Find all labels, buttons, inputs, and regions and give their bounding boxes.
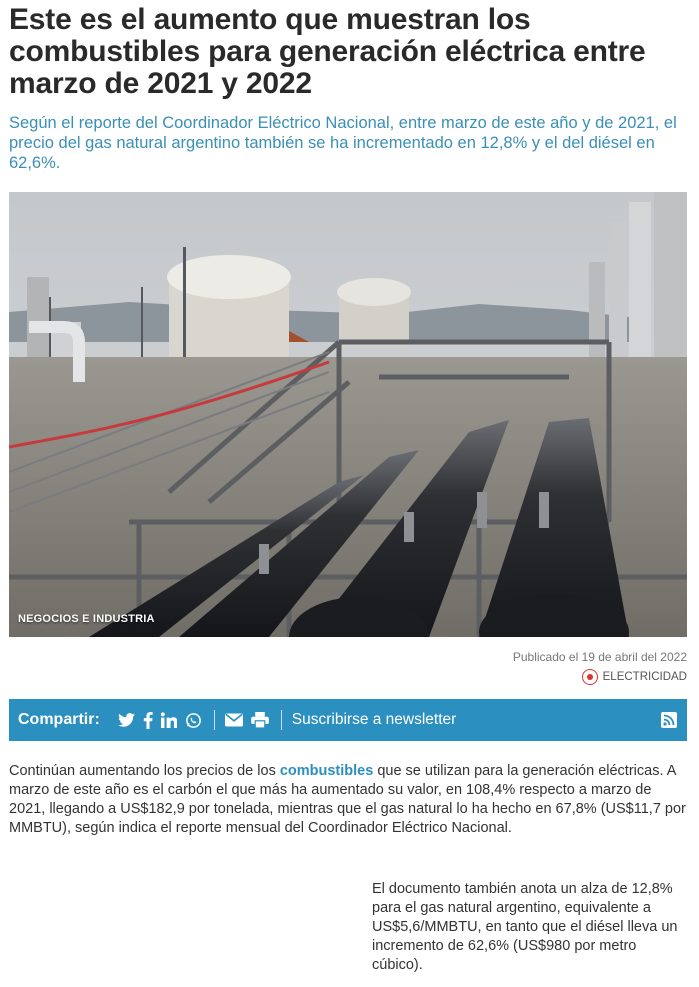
twitter-icon[interactable]	[118, 709, 135, 731]
paragraph-text: que se utilizan para la generación eléctricas. A marzo de este año es el carbón el que más ha aumentado su valor, en 108,4% respecto a marzo de 2021, llegando a US$182,9 por tonelada, mientras que el gas natural lo ha hecho en 67,8% (US$11,7 por MMBTU), según indica el reporte mensual del Coordinador Eléctrico Nacional.	[9, 763, 686, 836]
share-divider	[281, 710, 282, 730]
print-icon[interactable]	[251, 709, 269, 731]
facebook-icon[interactable]	[143, 709, 153, 731]
linkedin-icon[interactable]	[161, 709, 177, 731]
whatsapp-icon[interactable]	[185, 709, 202, 731]
publish-date: Publicado el 19 de abril del 2022	[512, 650, 687, 664]
article-paragraph	[9, 762, 689, 838]
rss-icon[interactable]	[661, 712, 677, 733]
share-label: Compartir:	[18, 711, 100, 728]
hero-image	[9, 192, 687, 637]
article-paragraph-2: El documento también anota un alza de 12,8% para el gas natural argentino, equivalente a US$5,6/MMBTU, en tanto que el diésel lleva un incremento de 62,6% (US$980 por metro cúbico).	[372, 881, 678, 973]
category-tag-label: ELECTRICIDAD	[602, 671, 687, 683]
article-subtitle: Según el reporte del Coordinador Eléctrico Nacional, entre marzo de este año y de 2021, el precio del gas natural argentino también se ha incrementado en 12,8% y el del diésel en 62,6%.	[9, 114, 677, 172]
newsletter-link[interactable]: Suscribirse a newsletter	[291, 711, 457, 728]
article-headline: Este es el aumento que muestran los combustibles para generación eléctrica entre marzo de 2021 y 2022	[9, 3, 646, 100]
paragraph-text: Continúan aumentando los precios de los	[9, 763, 280, 779]
target-icon	[582, 669, 598, 685]
share-bar	[9, 699, 687, 741]
image-caption: NEGOCIOS E INDUSTRIA	[18, 613, 155, 625]
email-icon[interactable]	[225, 709, 243, 731]
share-divider	[214, 710, 215, 730]
industrial-pipes-illustration	[9, 192, 687, 637]
combustibles-link[interactable]: combustibles	[279, 763, 374, 779]
category-tag[interactable]	[582, 669, 687, 685]
